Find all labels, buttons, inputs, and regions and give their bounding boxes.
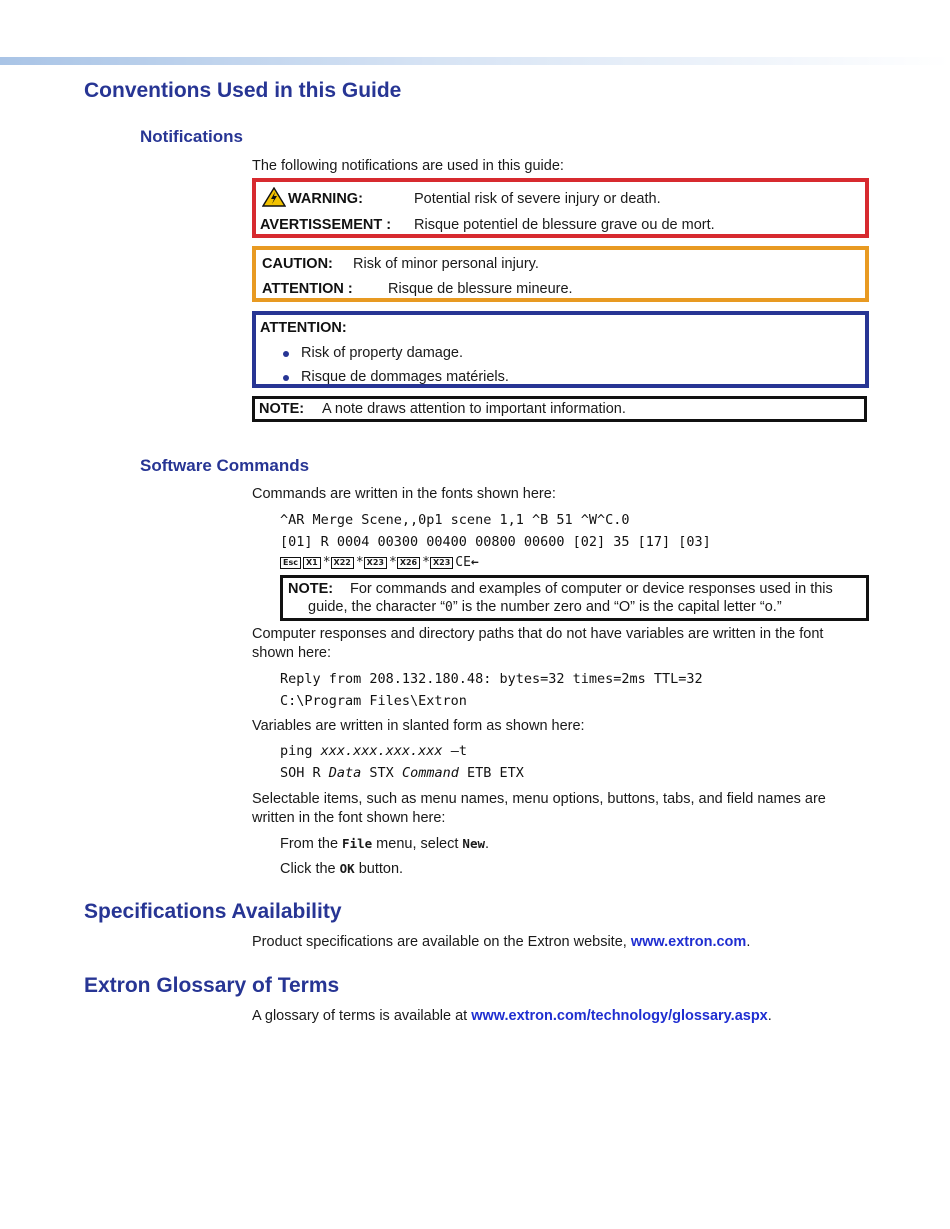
key-separator: * xyxy=(355,555,364,570)
glossary-heading: Extron Glossary of Terms xyxy=(84,974,340,997)
avertissement-text: Risque potentiel de blessure grave ou de mort. xyxy=(414,217,715,233)
key-esc: Esc xyxy=(280,557,301,569)
note-text-line1: For commands and examples of computer or device responses used in this xyxy=(350,581,833,597)
command-example: [01] R 0004 00300 00400 00800 00600 [02] 35 [17] [03] xyxy=(280,534,711,550)
commands-intro: Commands are written in the fonts shown here: xyxy=(252,486,556,502)
extron-website-link[interactable]: www.extron.com xyxy=(630,934,747,950)
soh-example: SOH R Data STX Command ETB ETX xyxy=(280,765,524,781)
responses-intro: Computer responses and directory paths that do not have variables are written in the font shown here: xyxy=(252,626,824,661)
attention-item: Risque de dommages matériels. xyxy=(301,369,509,385)
command-example: ^AR Merge Scene,,0p1 scene 1,1 ^B 51 ^W^C.0 xyxy=(280,512,630,528)
ok-button-example: Click the OK button. xyxy=(280,861,404,877)
header-gradient-bar xyxy=(0,57,950,65)
attention-fr-text: Risque de blessure mineure. xyxy=(388,281,573,297)
path-example: C:\Program Files\Extron xyxy=(280,693,467,709)
bullet-icon xyxy=(283,375,289,381)
key-x23: X23 xyxy=(430,557,453,569)
note-text-line2: guide, the character “0” is the number zero and “O” is the capital letter “o.” xyxy=(308,599,782,615)
variables-intro: Variables are written in slanted form as shown here: xyxy=(252,718,585,734)
warning-box xyxy=(252,178,869,238)
avertissement-label: AVERTISSEMENT : xyxy=(260,217,392,233)
conventions-heading: Conventions Used in this Guide xyxy=(84,79,402,102)
note-label: NOTE: xyxy=(288,581,334,597)
file-menu-example: From the File menu, select New. xyxy=(280,836,490,852)
selectable-intro: Selectable items, such as menu names, menu options, buttons, tabs, and field names are written in the font shown here: xyxy=(252,791,826,826)
specifications-text: Product specifications are available on the Extron website, www.extron.com. xyxy=(252,934,751,950)
key-sequence xyxy=(280,555,479,570)
warning-label: WARNING: xyxy=(288,191,363,207)
key-x1: X1 xyxy=(303,557,321,569)
note-label: NOTE: xyxy=(259,401,305,417)
key-ce: CE xyxy=(455,555,471,570)
attention-fr-label: ATTENTION : xyxy=(262,281,353,297)
key-x22: X22 xyxy=(331,557,354,569)
key-separator: * xyxy=(322,555,331,570)
attention-label: ATTENTION: xyxy=(260,320,347,336)
key-separator: * xyxy=(388,555,397,570)
attention-box xyxy=(252,311,869,388)
bullet-icon xyxy=(283,351,289,357)
attention-item: Risk of property damage. xyxy=(301,345,463,361)
glossary-link[interactable]: www.extron.com/technology/glossary.aspx xyxy=(471,1008,768,1024)
key-x23: X23 xyxy=(364,557,387,569)
key-separator: * xyxy=(422,555,430,570)
glossary-text: A glossary of terms is available at www.extron.com/technology/glossary.aspx. xyxy=(252,1008,772,1024)
caution-label: CAUTION: xyxy=(262,256,333,272)
caution-text: Risk of minor personal injury. xyxy=(353,256,539,272)
ping-example: ping xxx.xxx.xxx.xxx —t xyxy=(280,743,467,759)
enter-arrow-icon: ← xyxy=(470,555,479,570)
note-text: A note draws attention to important information. xyxy=(322,401,626,417)
caution-box xyxy=(252,246,869,302)
warning-triangle-icon xyxy=(262,187,286,212)
warning-text: Potential risk of severe injury or death. xyxy=(414,191,661,207)
specifications-heading: Specifications Availability xyxy=(84,900,342,923)
reply-example: Reply from 208.132.180.48: bytes=32 times=2ms TTL=32 xyxy=(280,671,703,687)
key-x26: X26 xyxy=(397,557,420,569)
notifications-heading: Notifications xyxy=(140,127,243,146)
software-commands-heading: Software Commands xyxy=(140,456,310,475)
command-note-box xyxy=(280,575,869,621)
notifications-intro: The following notifications are used in this guide: xyxy=(252,158,564,174)
note-box xyxy=(252,396,867,422)
